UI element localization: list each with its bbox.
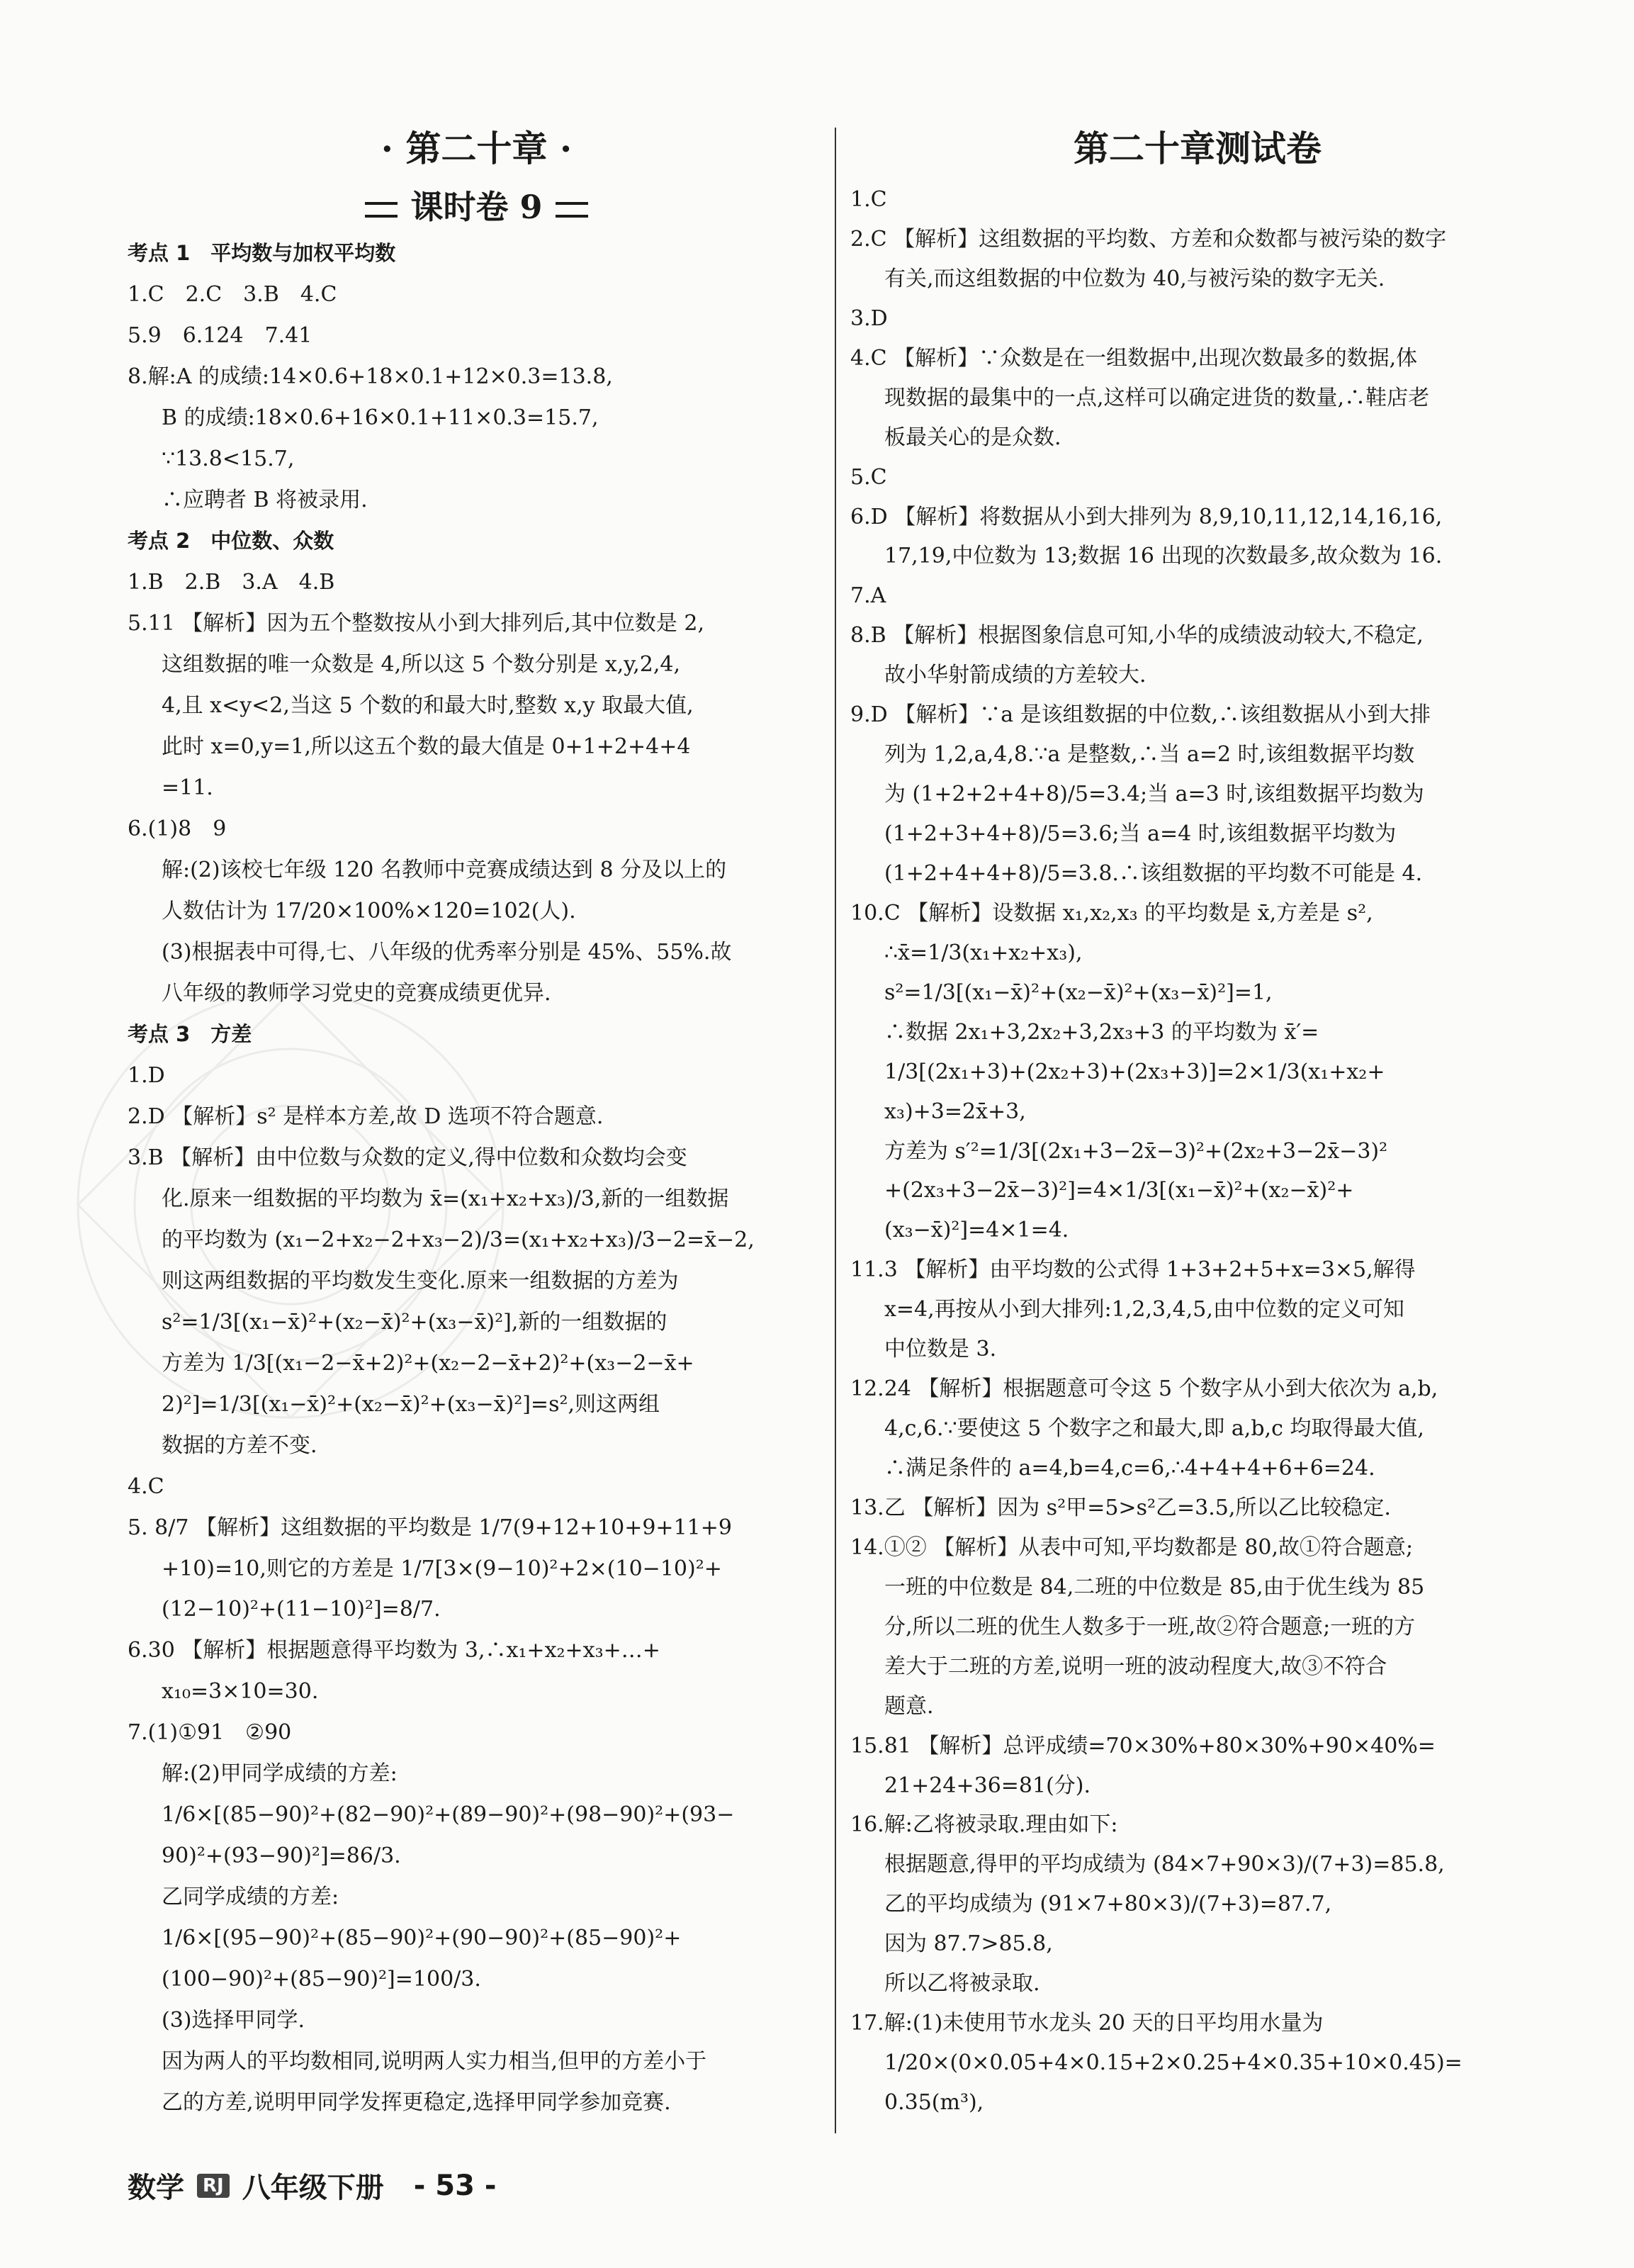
answer-line: 化.原来一组数据的平均数为 x̄=(x₁+x₂+x₃)/3,新的一组数据 xyxy=(162,1186,729,1211)
answer-line: 乙的方差,说明甲同学发挥更稳定,选择甲同学参加竞赛. xyxy=(162,2090,671,2116)
answer-line: 1.C 2.C 3.B 4.C xyxy=(128,281,337,307)
answer-line: 3.D xyxy=(850,305,888,331)
answer-line: 1/3[(2x₁+3)+(2x₂+3)+(2x₃+3)]=2×1/3(x₁+x₂+ xyxy=(884,1059,1385,1084)
answer-line: (x₃−x̄)²]=4×1=4. xyxy=(884,1218,1069,1243)
answer-line: 5.11 【解析】因为五个整数按从小到大排列后,其中位数是 2, xyxy=(128,610,705,636)
answer-line: 这组数据的唯一众数是 4,所以这 5 个数分别是 x,y,2,4, xyxy=(162,651,681,677)
grade-label: 八年级下册 xyxy=(242,2172,384,2204)
answer-line: 题意. xyxy=(884,1693,934,1719)
answer-line: 此时 x=0,y=1,所以这五个数的最大值是 0+1+2+4+4 xyxy=(162,734,691,759)
answer-line: 4,且 x<y<2,当这 5 个数的和最大时,整数 x,y 取最大值, xyxy=(162,692,694,718)
answer-line: 因为 87.7>85.8, xyxy=(884,1931,1053,1957)
answer-line: 5.C xyxy=(850,464,887,490)
column-divider xyxy=(835,128,836,2133)
answer-line: 1/20×(0×0.05+4×0.15+2×0.25+4×0.35+10×0.45)= xyxy=(884,2050,1463,2076)
answer-line: 2)²]=1/3[(x₁−x̄)²+(x₂−x̄)²+(x₃−x̄)²]=s²,则这两组 xyxy=(162,1391,660,1417)
left-column xyxy=(128,124,826,2119)
answer-line: 5.9 6.124 7.41 xyxy=(128,322,312,348)
answer-line: 5. 8/7 【解析】这组数据的平均数是 1/7(9+12+10+9+11+9 xyxy=(128,1515,732,1540)
section-heading: 考点 2 中位数、众数 xyxy=(128,528,334,553)
answer-line: 分,所以二班的优生人数多于一班,故②符合题意;一班的方 xyxy=(884,1614,1416,1639)
answer-line: (1+2+3+4+8)/5=3.6;当 a=4 时,该组数据平均数为 xyxy=(884,821,1397,846)
answer-line: 解:(2)该校七年级 120 名教师中竞赛成绩达到 8 分及以上的 xyxy=(162,857,727,882)
answer-line: 1.C xyxy=(850,187,887,212)
answer-line: 6.30 【解析】根据题意得平均数为 3,∴x₁+x₂+x₃+…+ xyxy=(128,1638,660,1663)
answer-line: x₃)+3=2x̄+3, xyxy=(884,1099,1026,1124)
answer-line: 2.C 【解析】这组数据的平均数、方差和众数都与被污染的数字 xyxy=(850,226,1447,252)
answer-line: 乙同学成绩的方差: xyxy=(162,1885,339,1910)
answer-line: 4.C 【解析】∵众数是在一组数据中,出现次数最多的数据,体 xyxy=(850,345,1418,371)
answer-line: 7.A xyxy=(850,583,886,609)
answer-line: 1.B 2.B 3.A 4.B xyxy=(128,569,335,595)
answer-line: 因为两人的平均数相同,说明两人实力相当,但甲的方差小于 xyxy=(162,2049,707,2075)
answer-line: 方差为 1/3[(x₁−2−x̄+2)²+(x₂−2−x̄+2)²+(x₃−2−x̄+ xyxy=(162,1350,694,1376)
answer-line: 为 (1+2+2+4+8)/5=3.4;当 a=3 时,该组数据平均数为 xyxy=(884,782,1424,807)
answer-line: 1/6×[(85−90)²+(82−90)²+(89−90)²+(98−90)²+(93− xyxy=(162,1802,735,1828)
answer-line: 根据题意,得甲的平均成绩为 (84×7+90×3)/(7+3)=85.8, xyxy=(884,1852,1445,1877)
answer-line: +10)=10,则它的方差是 1/7[3×(9−10)²+2×(10−10)²+ xyxy=(162,1556,722,1581)
section-heading: 考点 1 平均数与加权平均数 xyxy=(128,241,396,265)
answer-line: 17,19,中位数为 13;数据 16 出现的次数最多,故众数为 16. xyxy=(884,544,1443,569)
answer-line: 13.乙 【解析】因为 s²甲=5>s²乙=3.5,所以乙比较稳定. xyxy=(850,1495,1391,1520)
test-title: 第二十章测试卷 xyxy=(1074,128,1322,169)
answer-line: 21+24+36=81(分). xyxy=(884,1773,1091,1798)
answer-line: 17.解:(1)未使用节水龙头 20 天的日平均用水量为 xyxy=(850,2011,1324,2036)
answer-line: 有关,而这组数据的中位数为 40,与被污染的数字无关. xyxy=(884,266,1385,291)
answer-line: x₁₀=3×10=30. xyxy=(162,1679,319,1705)
answer-line: 4,c,6.∵要使这 5 个数字之和最大,即 a,b,c 均取得最大值, xyxy=(884,1416,1424,1442)
answer-line: 8.解:A 的成绩:14×0.6+18×0.1+12×0.3=13.8, xyxy=(128,364,613,389)
answer-line: 16.解:乙将被录取.理由如下: xyxy=(850,1812,1118,1838)
page-footer xyxy=(128,2165,496,2206)
answer-line: 3.B 【解析】由中位数与众数的定义,得中位数和众数均会变 xyxy=(128,1145,687,1170)
answer-line: ∴满足条件的 a=4,b=4,c=6,∴4+4+4+6+6=24. xyxy=(884,1456,1375,1481)
answer-line: =11. xyxy=(162,775,213,800)
answer-line: s²=1/3[(x₁−x̄)²+(x₂−x̄)²+(x₃−x̄)²]=1, xyxy=(884,979,1273,1005)
answer-line: x=4,再按从小到大排列:1,2,3,4,5,由中位数的定义可知 xyxy=(884,1297,1404,1323)
answer-line: 则这两组数据的平均数发生变化.原来一组数据的方差为 xyxy=(162,1268,679,1293)
section-heading: 考点 3 方差 xyxy=(128,1021,252,1046)
answer-line: 所以乙将被录取. xyxy=(884,1971,1040,1997)
answer-line: 列为 1,2,a,4,8.∵a 是整数,∴当 a=2 时,该组数据平均数 xyxy=(884,742,1415,768)
answer-line: 10.C 【解析】设数据 x₁,x₂,x₃ 的平均数是 x̄,方差是 s², xyxy=(850,900,1373,926)
answer-line: 一班的中位数是 84,二班的中位数是 85,由于优生线为 85 xyxy=(884,1574,1425,1600)
answer-line: 14.①② 【解析】从表中可知,平均数都是 80,故①符合题意; xyxy=(850,1534,1414,1560)
answer-line: 1.D xyxy=(128,1062,165,1088)
right-column xyxy=(850,124,1545,2119)
answer-line: 八年级的教师学习党史的竞赛成绩更优异. xyxy=(162,980,551,1006)
chapter-title: · 第二十章 · xyxy=(381,128,573,169)
edition-badge: RJ xyxy=(197,2174,230,2198)
answer-line: 0.35(m³), xyxy=(884,2090,984,2115)
answer-line: 人数估计为 17/20×100%×120=102(人). xyxy=(162,898,576,924)
answer-line: ∵13.8<15.7, xyxy=(162,446,295,471)
answer-line: 现数据的最集中的一点,这样可以确定进货的数量,∴鞋店老 xyxy=(884,385,1430,410)
answer-line: 90)²+(93−90)²]=86/3. xyxy=(162,1843,401,1869)
answer-line: (3)选择甲同学. xyxy=(162,2008,305,2033)
answer-line: ∴数据 2x₁+3,2x₂+3,2x₃+3 的平均数为 x̄′= xyxy=(884,1019,1319,1045)
answer-line: 11.3 【解析】由平均数的公式得 1+3+2+5+x=3×5,解得 xyxy=(850,1257,1416,1283)
answer-line: 解:(2)甲同学成绩的方差: xyxy=(162,1761,398,1787)
answer-line: 板最关心的是众数. xyxy=(884,425,1061,450)
answer-line: 的平均数为 (x₁−2+x₂−2+x₃−2)/3=(x₁+x₂+x₃)/3−2=x̄−2, xyxy=(162,1227,755,1252)
answer-line: 乙的平均成绩为 (91×7+80×3)/(7+3)=87.7, xyxy=(884,1892,1332,1917)
answer-line: (100−90)²+(85−90)²]=100/3. xyxy=(162,1967,481,1992)
answer-line: 12.24 【解析】根据题意可令这 5 个数字从小到大依次为 a,b, xyxy=(850,1376,1438,1402)
answer-line: 1/6×[(95−90)²+(85−90)²+(90−90)²+(85−90)²+ xyxy=(162,1926,682,1951)
answer-line: 4.C xyxy=(128,1473,164,1499)
answer-line: 故小华射箭成绩的方差较大. xyxy=(884,663,1146,688)
lesson-title-text: 课时卷 9 xyxy=(410,188,543,226)
subject-label: 数学 xyxy=(128,2172,184,2204)
answer-line: (1+2+4+4+8)/5=3.8.∴该组数据的平均数不可能是 4. xyxy=(884,860,1423,886)
answer-line: s²=1/3[(x₁−x̄)²+(x₂−x̄)²+(x₃−x̄)²],新的一组数据的 xyxy=(162,1309,667,1335)
left-answer-list xyxy=(128,237,826,2119)
answer-line: 2.D 【解析】s² 是样本方差,故 D 选项不符合题意. xyxy=(128,1104,604,1129)
answer-line: +(2x₃+3−2x̄−3)²]=4×1/3[(x₁−x̄)²+(x₂−x̄)²+ xyxy=(884,1178,1354,1203)
answer-line: ∴应聘者 B 将被录用. xyxy=(162,487,368,512)
title-ornament-left xyxy=(365,202,398,218)
answer-line: (3)根据表中可得,七、八年级的优秀率分别是 45%、55%.故 xyxy=(162,939,732,965)
lesson-title xyxy=(128,184,826,230)
answer-line: 6.(1)8 9 xyxy=(128,816,227,841)
answer-line: 15.81 【解析】总评成绩=70×30%+80×30%+90×40%= xyxy=(850,1733,1436,1758)
answer-line: 9.D 【解析】∵a 是该组数据的中位数,∴该组数据从小到大排 xyxy=(850,702,1431,728)
title-ornament-right xyxy=(556,202,588,218)
answer-line: 差大于二班的方差,说明一班的波动程度大,故③不符合 xyxy=(884,1654,1387,1679)
answer-line: ∴x̄=1/3(x₁+x₂+x₃), xyxy=(884,940,1083,965)
answer-line: 中位数是 3. xyxy=(884,1337,997,1362)
answer-line: 数据的方差不变. xyxy=(162,1432,317,1458)
answer-line: 方差为 s′²=1/3[(2x₁+3−2x̄−3)²+(2x₂+3−2x̄−3)² xyxy=(884,1138,1388,1164)
answer-line: (12−10)²+(11−10)²]=8/7. xyxy=(162,1597,441,1622)
answer-line: 8.B 【解析】根据图象信息可知,小华的成绩波动较大,不稳定, xyxy=(850,623,1424,649)
right-answer-list xyxy=(850,184,1545,2119)
answer-line: 6.D 【解析】将数据从小到大排列为 8,9,10,11,12,14,16,16, xyxy=(850,504,1443,529)
page-number: - 53 - xyxy=(413,2169,497,2202)
answer-line: 7.(1)①91 ②90 xyxy=(128,1720,292,1746)
answer-line: B 的成绩:18×0.6+16×0.1+11×0.3=15.7, xyxy=(162,405,599,430)
